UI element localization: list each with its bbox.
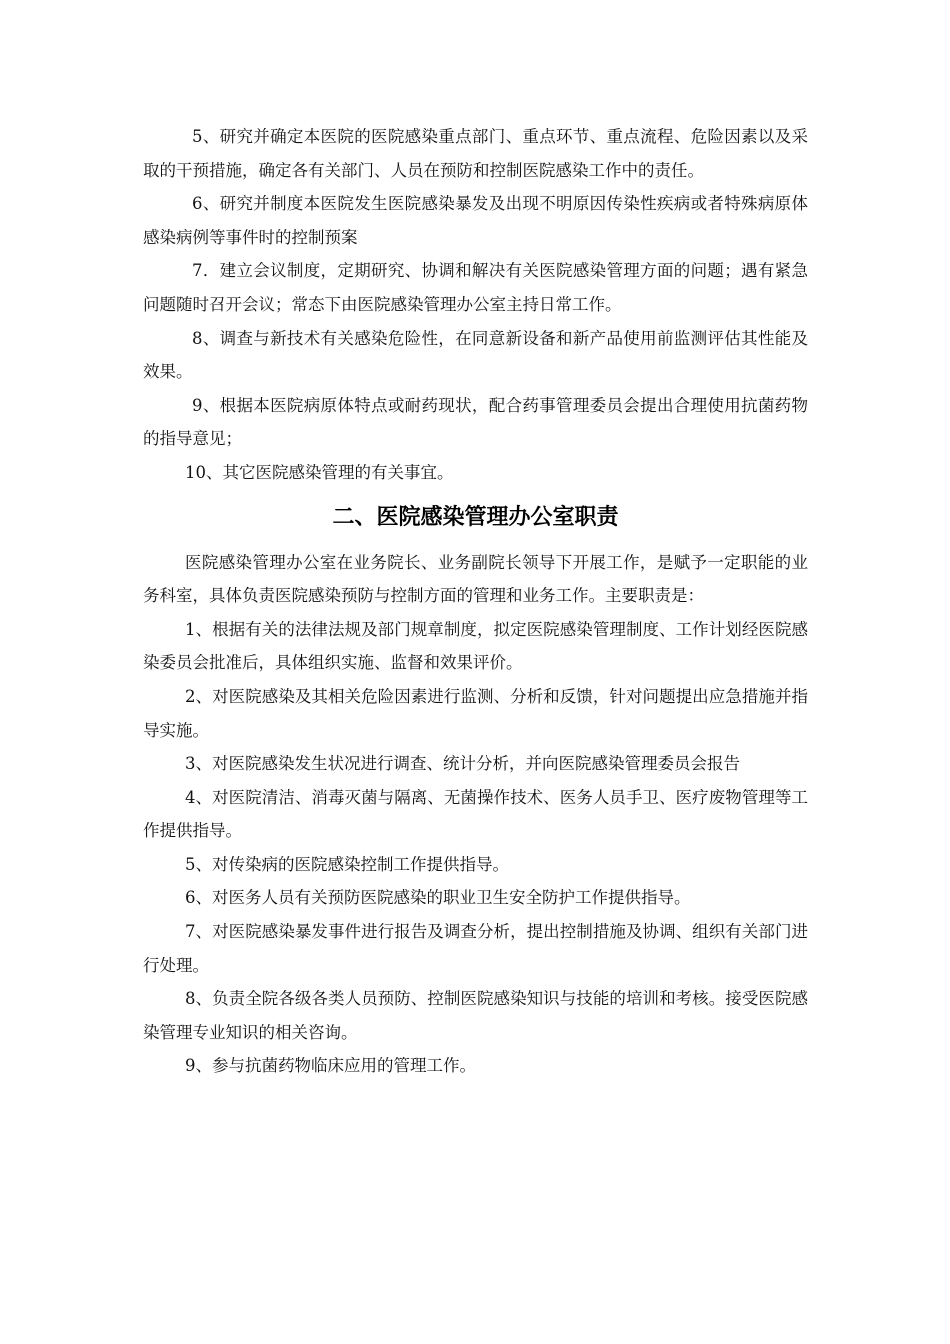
section2-item-7: 7、对医院感染暴发事件进行报告及调查分析，提出控制措施及协调、组织有关部门进行处理。 [143,922,808,975]
section1-item-9: 9、根据本医院病原体特点或耐药现状，配合药事管理委员会提出合理使用抗菌药物的指导意见； [143,395,808,449]
document-body [143,120,808,1083]
section2-item-9: 9、参与抗菌药物临床应用的管理工作。 [185,1056,476,1076]
section2-item-3: 3、对医院感染发生状况进行调查、统计分析，并向医院感染管理委员会报告 [185,754,740,774]
section2-item-4: 4、对医院清洁、消毒灭菌与隔离、无菌操作技术、医务人员手卫、医疗废物管理等工作提供指导。 [143,787,808,841]
section2-heading: 二、医院感染管理办公室职责 [332,504,619,530]
section1-item-8: 8、调查与新技术有关感染危险性，在同意新设备和新产品使用前监测评估其性能及效果。 [143,328,808,382]
section2-item-6: 6、对医务人员有关预防医院感染的职业卫生安全防护工作提供指导。 [185,888,691,908]
section2-item-1: 1、根据有关的法律法规及部门规章制度，拟定医院感染管理制度、工作计划经医院感染委员会批准后，具体组织实施、监督和效果评价。 [143,619,808,673]
section2-intro: 医院感染管理办公室在业务院长、业务副院长领导下开展工作，是赋予一定职能的业务科室，具体负责医院感染预防与控制方面的管理和业务工作。主要职责是： [143,552,808,606]
section1-item-7: 7．建立会议制度，定期研究、协调和解决有关医院感染管理方面的问题；遇有紧急问题随时召开会议；常态下由医院感染管理办公室主持日常工作。 [143,261,808,314]
section1-item-5: 5、研究并确定本医院的医院感染重点部门、重点环节、重点流程、危险因素以及采取的干预措施，确定各有关部门、人员在预防和控制医院感染工作中的责任。 [143,127,808,180]
section2-item-5: 5、对传染病的医院感染控制工作提供指导。 [185,854,509,874]
section2-item-2: 2、对医院感染及其相关危险因素进行监测、分析和反馈，针对问题提出应急措施并指导实施。 [143,686,808,740]
section1-item-6: 6、研究并制度本医院发生医院感染暴发及出现不明原因传染性疾病或者特殊病原体感染病例等事件时的控制预案 [143,194,808,247]
section2-item-8: 8、负责全院各级各类人员预防、控制医院感染知识与技能的培训和考核。接受医院感染管理专业知识的相关咨询。 [143,989,808,1042]
section1-item-10: 10、其它医院感染管理的有关事宜。 [185,462,454,482]
